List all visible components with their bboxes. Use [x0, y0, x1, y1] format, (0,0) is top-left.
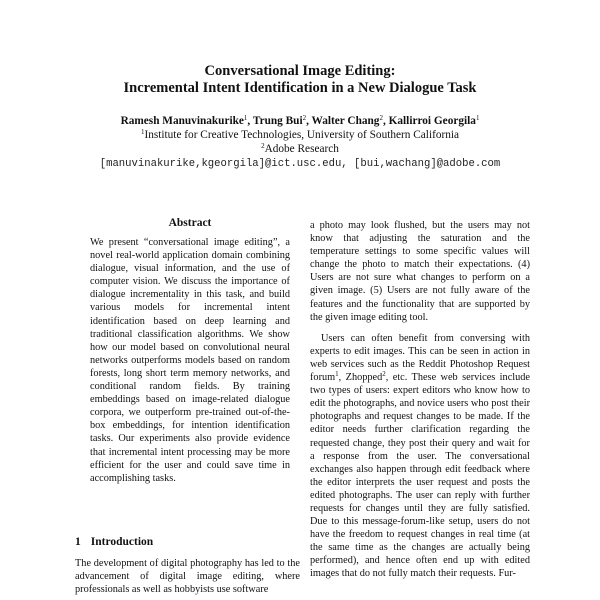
abstract-heading: Abstract: [168, 217, 212, 229]
author-affiliation-mark: 2: [379, 114, 383, 122]
paragraph-text: Users can often benefit from conversing with experts to edit images. This can be seen in action in web services such as the Reddit Photoshop Request forum: [310, 332, 530, 384]
affiliation-1: [0, 128, 600, 142]
section-number: 1: [75, 536, 81, 548]
affiliation-mark: 1: [140, 128, 145, 136]
abstract-text: [90, 236, 290, 485]
body-paragraph: [310, 332, 530, 581]
affiliation-mark: 2: [261, 142, 265, 150]
abstract-paragraph: We present “conversational image editing”, a novel real-world application domain combining dialogue, visual information, and the use of computer vision. We discuss the importance of dialogue incrementality in this task, and build various models for incremental intent identification based on deep learning and traditional classification algorithms. We show how our model based on convolutional neural networks outperforms models based on random forests, long short term memory networks, and conditional random fields. By training embeddings based on image-related dialogue corpora, we outperform pre-trained out-of-the-box embeddings, for intention identification tasks. Our experiments also provide evidence that incremental intent processing may be more efficient for the user and could save time in accomplishing tasks.: [90, 237, 290, 484]
affiliation-text: Institute for Creative Technologies, University of Southern California: [144, 129, 460, 141]
footnote-mark: 2: [382, 370, 386, 379]
section-title: Introduction: [90, 536, 154, 548]
body-paragraph: a photo may look flushed, but the users may not know that adjusting the saturation and the temperature settings to some specific values will change the photo to match their expectations. (4) Users are not sure what changes to perform on a given image. (5) Users are not fully aware of the features and the functionality that are supported by the given image editing tool.: [310, 220, 530, 323]
author-name: Walter Chang: [311, 115, 380, 127]
section-heading-introduction: [75, 536, 153, 548]
author-affiliation-mark: 2: [302, 114, 307, 122]
right-column: [310, 219, 530, 581]
author-list: Ramesh Manuvinakurike$^1$, Trung Bui$^2$, Walter Chang$^2$, Kallirroi Georgila$^1$: [120, 114, 480, 127]
author-affiliation-mark: 1: [475, 114, 480, 122]
paper-title-line-1: Conversational Image Editing:: [204, 63, 396, 79]
affiliation-text: Adobe Research: [264, 143, 339, 155]
paragraph-text: , Zhopped: [338, 372, 383, 384]
paper-title-line-2: Incremental Intent Identification in a New Dialogue Task: [123, 80, 477, 96]
author-affiliation-mark: 1: [243, 114, 248, 122]
author-name: Trung Bui: [252, 115, 303, 127]
author-name: Kallirroi Georgila: [388, 115, 476, 127]
author-emails: [manuvinakurike,kgeorgila]@ict.usc.edu, [bui,wachang]@adobe.com: [99, 158, 501, 170]
introduction-text: [75, 557, 300, 596]
author-name: Ramesh Manuvinakurike: [120, 115, 244, 127]
body-paragraph: The development of digital photography has led to the advancement of digital image editing, where professionals as well as hobbyists use software: [75, 558, 300, 596]
paragraph-text: , etc. These web services include two types of users: expert editors who know how to edit the photographs, and novice users who post their photographs and request changes to be made. If the editor needs further clarification regarding the requested change, they post their query and wait for a response from the user. The conversational exchanges also happen through edit feedback where the editor interprets the user request and posts the edited photographs. The user can reply with further requests for changes until they are fully satisfied. Due to this message-forum-like setup, users do not have the freedom to request changes in real time (at the same time as the changes are actually being performed), and hence often end up with edited images that do not fully match their requests. Fur-: [310, 372, 530, 580]
affiliation-2: [0, 142, 600, 156]
footnote-mark: 1: [335, 370, 339, 379]
